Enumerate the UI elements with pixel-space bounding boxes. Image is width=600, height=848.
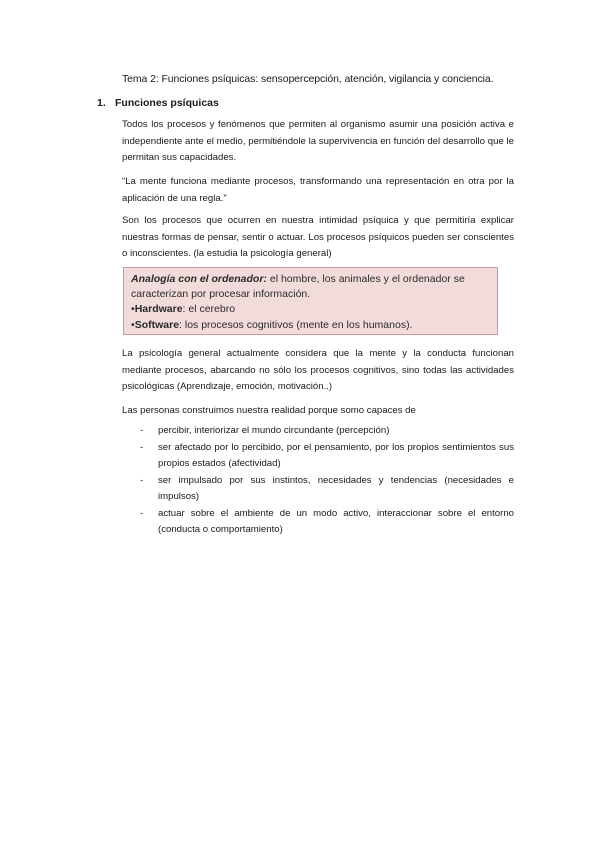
list-dash: - (140, 474, 144, 486)
paragraph-general-psychology: La psicología general actualmente considera que la mente y la conducta funcionan mediante procesos, abarcando no sólo los procesos cognitivos, sino todas las actividades psicológicas (Aprendizaje, emoción, motivación..) (122, 348, 514, 392)
list-item (140, 423, 514, 440)
list-item-text: actuar sobre el ambiente de un modo activo, interaccionar sobre el entorno (conducta o comportamiento) (158, 507, 514, 535)
list-item (140, 506, 514, 539)
section-heading (97, 97, 219, 109)
paragraph-quote: “La mente funciona mediante procesos, transformando una representación en otra por la aplicación de una regla.” (122, 176, 514, 204)
section-number: 1. (97, 97, 106, 109)
analogy-text: el hombre, los animales y el ordenador se caracterizan por procesar información. (131, 273, 465, 301)
hardware-text: : el cerebro (182, 303, 236, 316)
section-heading-text: Funciones psíquicas (115, 97, 219, 109)
list-dash: - (140, 425, 144, 436)
paragraph-definition: Todos los procesos y fenómenos que permiten al organismo asumir una posición activa e independiente ante el medio, permitiéndole la supervivencia en función del desarrollo que le permitan sus capacidades. (122, 119, 514, 163)
software-line (131, 318, 490, 333)
list-item-text: ser afectado por lo percibido, por el pensamiento, por los propios sentimientos sus propios estados (afectividad) (158, 441, 514, 469)
analogy-label: Analogía con el ordenador: (131, 273, 267, 285)
list-item (140, 473, 514, 506)
hardware-label: Hardware (134, 303, 183, 316)
capacities-list (140, 423, 514, 539)
analogy-line (131, 272, 490, 302)
hardware-bullet: • (131, 303, 135, 316)
hardware-line (131, 302, 490, 317)
list-item-text: percibir, interiorizar el mundo circundante (percepción) (158, 425, 390, 436)
analogy-box (123, 267, 498, 335)
list-dash: - (140, 441, 144, 453)
software-label: Software (134, 318, 180, 331)
paragraph-processes: Son los procesos que ocurren en nuestra intimidad psíquica y que permitiría explicar nuestras formas de pensar, sentir o actuar. Los procesos psíquicos pueden ser conscientes o inconscientes. (la estudia la psicología general) (122, 215, 514, 259)
software-text: : los procesos cognitivos (mente en los humanos). (179, 318, 413, 331)
list-dash: - (140, 507, 144, 519)
software-bullet: • (131, 318, 135, 331)
list-item-text: ser impulsado por sus instintos, necesidades y tendencias (necesidades e impulsos) (158, 474, 514, 502)
paragraph-reality: Las personas construimos nuestra realidad porque somo capaces de (122, 405, 416, 416)
list-item (140, 440, 514, 473)
document-title: Tema 2: Funciones psíquicas: sensopercepción, atención, vigilancia y conciencia. (122, 73, 494, 85)
